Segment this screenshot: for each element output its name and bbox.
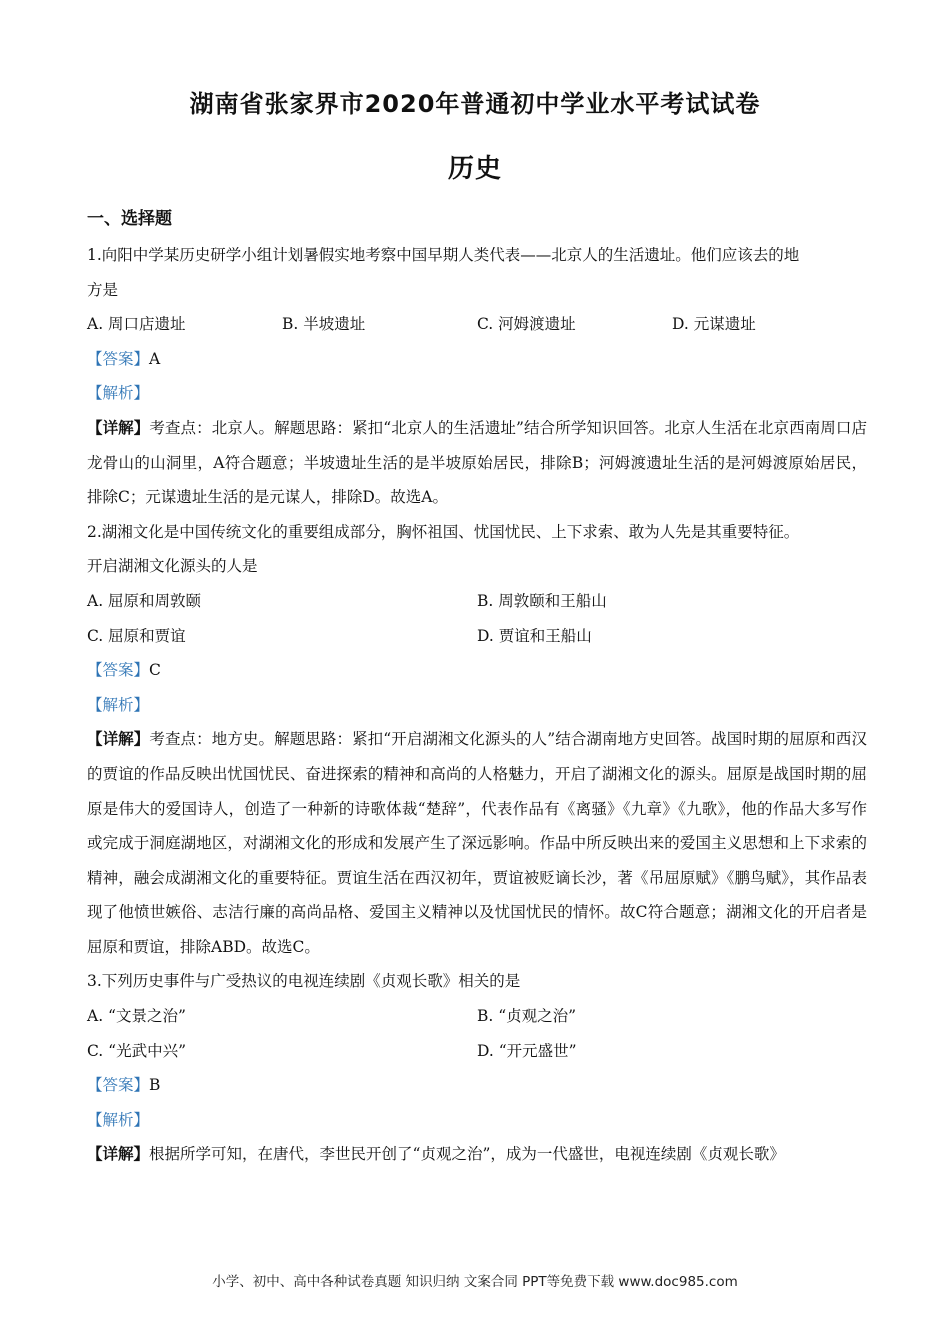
question-1-answer bbox=[87, 342, 867, 377]
question-3-detail bbox=[87, 1137, 867, 1172]
answer-value: B bbox=[149, 1076, 161, 1095]
question-2-stem-line-2: 开启湖湘文化源头的人是 bbox=[87, 557, 258, 576]
question-3-option-b: B. “贞观之治” bbox=[477, 1007, 577, 1026]
questions bbox=[87, 238, 867, 1172]
question-3-option-d: D. “开元盛世” bbox=[477, 1041, 577, 1060]
detail-text: 根据所学可知，在唐代，李世民开创了“贞观之治”，成为一代盛世，电视连续剧《贞观长歌》 bbox=[149, 1145, 785, 1164]
exam-subject: 历史 bbox=[447, 154, 502, 184]
question-1-option-a: A. 周口店遗址 bbox=[87, 315, 186, 334]
detail-tag: 【详解】 bbox=[87, 729, 150, 749]
question-3-answer bbox=[87, 1068, 867, 1103]
answer-tag: 【答案】 bbox=[87, 349, 150, 368]
question-3-option-a: A. “文景之治” bbox=[87, 1007, 186, 1026]
question-3-analysis-tag: 【解析】 bbox=[87, 1110, 150, 1129]
question-1-option-c: C. 河姆渡遗址 bbox=[477, 315, 576, 334]
question-3-options-row-1 bbox=[87, 999, 867, 1034]
question-2-stem-line-1: 2.湖湘文化是中国传统文化的重要组成部分，胸怀祖国、忧国忧民、上下求索、敢为人先是其重要特征。 bbox=[87, 522, 800, 541]
question-2-option-c: C. 屈原和贾谊 bbox=[87, 626, 186, 645]
answer-value: C bbox=[149, 661, 161, 680]
answer-tag: 【答案】 bbox=[87, 1076, 150, 1095]
question-2-option-b: B. 周敦颐和王船山 bbox=[477, 591, 607, 610]
question-2-option-a: A. 屈原和周敦颐 bbox=[87, 591, 202, 610]
detail-text: 考查点：北京人。解题思路：紧扣“北京人的生活遗址”结合所学知识回答。北京人生活在北京西南周口店龙骨山的山洞里，A符合题意；半坡遗址生活的是半坡原始居民，排除B；河姆渡遗址生活的是河姆渡原始居民，排除C；元谋遗址生活的是元谋人，排除D。故选A。 bbox=[87, 418, 867, 507]
question-2-options-row-1 bbox=[87, 584, 867, 619]
answer-value: A bbox=[149, 349, 161, 368]
question-2-option-d: D. 贾谊和王船山 bbox=[477, 626, 592, 645]
question-1-option-d: D. 元谋遗址 bbox=[672, 315, 756, 334]
page-footer: 小学、初中、高中各种试卷真题 知识归纳 文案合同 PPT等免费下载 www.doc985.com bbox=[212, 1274, 738, 1290]
question-1-stem-line-2: 方是 bbox=[87, 280, 119, 299]
question-3-options-row-2 bbox=[87, 1034, 867, 1069]
section-heading: 一、选择题 bbox=[87, 209, 172, 229]
question-1-options bbox=[87, 307, 867, 342]
question-2-answer bbox=[87, 653, 867, 688]
detail-tag: 【详解】 bbox=[87, 1144, 150, 1164]
question-3-option-c: C. “光武中兴” bbox=[87, 1041, 187, 1060]
question-2-detail bbox=[87, 722, 867, 964]
question-2-options-row-2 bbox=[87, 619, 867, 654]
question-1-option-b: B. 半坡遗址 bbox=[282, 315, 366, 334]
question-1-analysis-tag: 【解析】 bbox=[87, 384, 150, 403]
answer-tag: 【答案】 bbox=[87, 661, 150, 680]
detail-text: 考查点：地方史。解题思路：紧扣“开启湖湘文化源头的人”结合湖南地方史回答。战国时期的屈原和西汉的贾谊的作品反映出忧国忧民、奋进探索的精神和高尚的人格魅力，开启了湖湘文化的源头。屈原是战国时期的屈原是伟大的爱国诗人，创造了一种新的诗歌体裁“楚辞”，代表作品有《离骚》《九章》《九歌》，他的作品大多写作或完成于洞庭湖地区，对湖湘文化的形成和发展产生了深远影响。作品中所反映出来的爱国主义思想和上下求索的精神，融会成湖湘文化的重要特征。贾谊生活在西汉初年，贾谊被贬谪长沙，著《吊屈原赋》《鹏鸟赋》，其作品表现了他愤世嫉俗、志洁行廉的高尚品格、爱国主义精神以及忧国忧民的情怀。故C符合题意；湖湘文化的开启者是屈原和贾谊，排除ABD。故选C。 bbox=[87, 730, 867, 956]
question-3-stem-line-1: 3.下列历史事件与广受热议的电视连续剧《贞观长歌》相关的是 bbox=[87, 972, 521, 991]
question-1-stem-line-1: 1.向阳中学某历史研学小组计划暑假实地考察中国早期人类代表——北京人的生活遗址。他们应该去的地 bbox=[87, 246, 800, 264]
question-1-detail bbox=[87, 411, 867, 515]
exam-title: 湖南省张家界市2020年普通初中学业水平考试试卷 bbox=[189, 90, 761, 118]
question-2-analysis-tag: 【解析】 bbox=[87, 695, 150, 714]
detail-tag: 【详解】 bbox=[87, 417, 150, 437]
